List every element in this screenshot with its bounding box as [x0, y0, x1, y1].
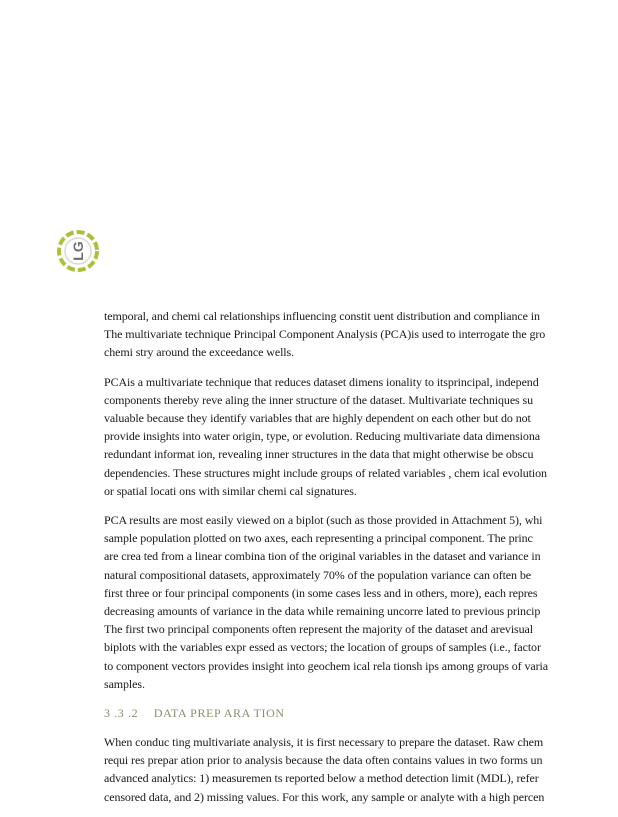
- text-line: decreasing amounts of variance in the data while remaining uncorre lated to previous princip: [104, 604, 541, 619]
- paragraph-pca-results: [104, 511, 618, 693]
- text-line: biplots with the variables expr essed as vectors; the location of groups of samples (i.e., factor: [104, 640, 541, 655]
- text-line: When conduc ting multivariate analysis, it is first necessary to prepare the dataset. Raw chem: [104, 735, 544, 750]
- text-line: natural compositional datasets, approximately 70% of the population variance can often be: [104, 567, 531, 582]
- text-line: redundant informat ion, revealing inner structures in the data that might otherwise be obscu: [104, 447, 534, 462]
- text-line: advanced analytics: 1) measuremen ts reported below a method detection limit (MDL), refer: [104, 771, 539, 786]
- document-body: [104, 307, 618, 817]
- text-line: dependencies. These structures might include groups of related variables , chem ical evolution: [104, 465, 547, 480]
- text-line: PCA results are most easily viewed on a biplot (such as those provided in Attachment 5), whi: [104, 513, 543, 528]
- text-line: PCAis a multivariate technique that reduces dataset dimens ionality to itsprincipal, independ: [104, 374, 539, 389]
- text-line: The multivariate technique Principal Component Analysis (PCA)is used to interrogate the gro: [104, 327, 546, 342]
- text-line: chemi stry around the exceedance wells.: [104, 345, 295, 360]
- text-line: samples.: [104, 676, 145, 691]
- company-logo-icon: [55, 228, 101, 274]
- text-line: are crea ted from a linear combina tion of the original variables in the dataset and variance in: [104, 549, 541, 564]
- section-title: DATA PREP ARA TION: [153, 706, 285, 721]
- text-line: or spatial locati ons with similar chemi cal signatures.: [104, 483, 357, 498]
- paragraph-data-preparation: [104, 733, 618, 806]
- text-line: components thereby reve aling the inner structure of the dataset. Multivariate techniques su: [104, 392, 533, 407]
- text-line: to component vectors provides insight into geochem ical rela tionsh ips among groups of varia: [104, 658, 548, 673]
- text-line: temporal, and chemi cal relationships influencing constit uent distribution and compliance in: [104, 309, 540, 323]
- paragraph-pca-definition: [104, 373, 618, 500]
- text-line: censored data, and 2) missing values. For this work, any sample or analyte with a high percen: [104, 789, 545, 804]
- text-line: sample population plotted on two axes, each representing a principal component. The princ: [104, 531, 533, 546]
- text-line: requi res prepar ation prior to analysis because the data often contains values in two forms un: [104, 753, 543, 768]
- section-number: 3 .3 .2: [104, 706, 139, 721]
- text-line: first three or four principal components (in some cases less and in others, more), each repres: [104, 585, 538, 600]
- text-line: provide insights into water origin, type, or evolution. Reducing multivariate data dimensiona: [104, 429, 540, 444]
- paragraph-intro: [104, 307, 618, 362]
- text-line: The first two principal components often represent the majority of the dataset and arevisual: [104, 622, 533, 637]
- section-heading: [104, 704, 618, 722]
- logo-text: LG: [70, 241, 86, 261]
- text-line: valuable because they identify variables that are highly dependent on each other but do not: [104, 411, 531, 426]
